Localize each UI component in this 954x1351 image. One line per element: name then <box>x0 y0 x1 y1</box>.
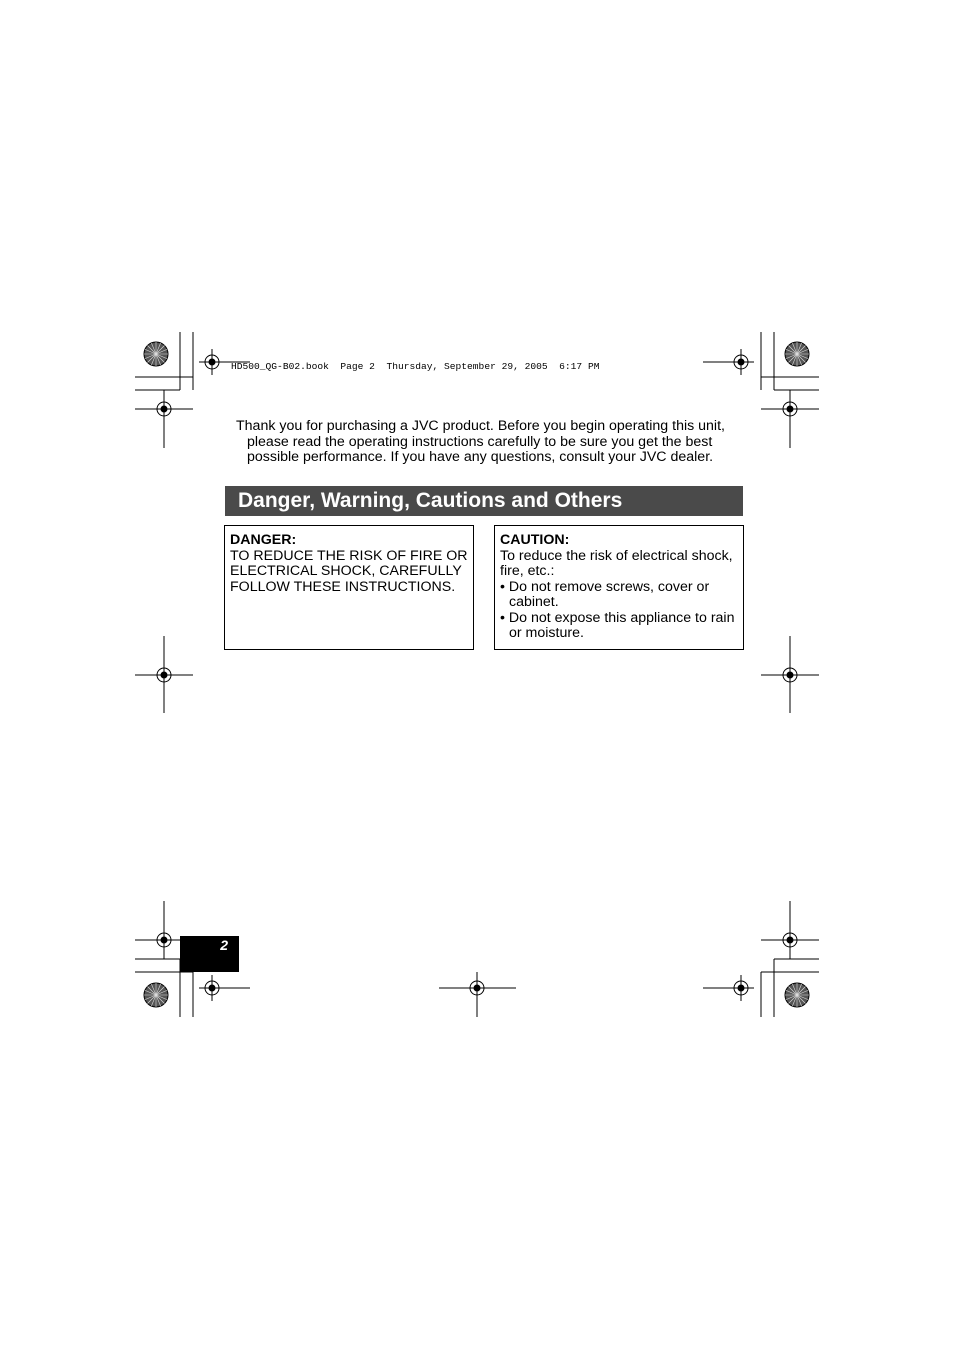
page-number: 2 <box>220 937 228 953</box>
registration-target-icon <box>151 396 177 422</box>
registration-target-icon <box>777 927 803 953</box>
caution-bullet: • Do not remove screws, cover or cabinet. <box>500 578 710 610</box>
caution-bullet: • Do not expose this appliance to rain or moisture. <box>500 609 735 641</box>
caution-heading: CAUTION: <box>500 532 570 548</box>
registration-target-icon <box>151 927 177 953</box>
danger-heading: DANGER: <box>230 532 297 548</box>
caution-text-line: fire, etc.: <box>500 563 555 579</box>
intro-line: possible performance. If you have any questions, consult your JVC dealer. <box>247 449 714 465</box>
registration-target-icon <box>728 349 754 375</box>
danger-text-line: ELECTRICAL SHOCK, CAREFULLY <box>230 563 462 579</box>
registration-target-icon <box>777 396 803 422</box>
registration-target-icon <box>728 975 754 1001</box>
intro-line: please read the operating instructions carefully to be sure you get the best <box>247 433 713 450</box>
caution-box <box>494 525 744 650</box>
registration-star-icon <box>144 342 168 366</box>
registration-target-icon <box>199 975 225 1001</box>
section-title: Danger, Warning, Cautions and Others <box>238 489 623 512</box>
danger-text-line: FOLLOW THESE INSTRUCTIONS. <box>230 578 456 595</box>
print-slug: HD500_QG-B02.book Page 2 Thursday, September 29, 2005 6:17 PM <box>231 361 600 372</box>
danger-text-line: TO REDUCE THE RISK OF FIRE OR <box>230 547 468 564</box>
registration-target-icon <box>151 662 177 688</box>
registration-star-icon <box>785 342 809 366</box>
page-number-tab <box>180 936 239 972</box>
caution-text-line: To reduce the risk of electrical shock, <box>500 547 733 564</box>
registration-target-icon <box>777 662 803 688</box>
registration-target-icon <box>464 975 490 1001</box>
registration-star-icon <box>144 983 168 1007</box>
intro-line: Thank you for purchasing a JVC product. Before you begin operating this unit, <box>236 418 725 434</box>
intro-paragraph <box>236 419 756 466</box>
registration-star-icon <box>785 983 809 1007</box>
section-title-bar <box>225 486 743 516</box>
danger-box <box>224 525 474 650</box>
